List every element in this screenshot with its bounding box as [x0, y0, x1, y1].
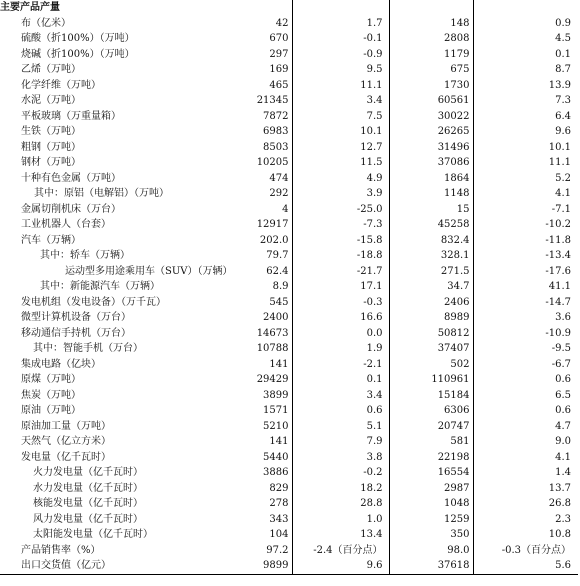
- cumulative-growth-cell: -6.7: [551, 358, 571, 370]
- value-cell: 8503: [237, 140, 292, 156]
- cumulative-value-cell: 1730: [389, 78, 473, 94]
- table-row: [0, 140, 578, 156]
- cumulative-growth-cell: 6.5: [555, 389, 571, 401]
- cumulative-value-cell: 20747: [389, 419, 473, 435]
- cumulative-growth-cell: 4.5: [555, 33, 571, 44]
- cumulative-value-cell: 22198: [389, 450, 473, 466]
- product-name-cell: 工业机器人（台套）: [21, 219, 111, 230]
- cumulative-growth-cell: 13.7: [548, 482, 571, 494]
- value-cell: 21345: [237, 93, 292, 109]
- growth-cell: -25.0: [292, 202, 389, 218]
- product-name-cell: 布（亿米）: [21, 17, 71, 29]
- product-name-cell: 粗钢（万吨）: [21, 141, 81, 153]
- table-row: [0, 264, 578, 280]
- cumulative-growth-cell: 7.3: [555, 95, 571, 106]
- product-name-cell: 乙烯（万吨）: [21, 64, 81, 75]
- cumulative-value-cell: 60561: [389, 93, 473, 109]
- product-name-cell: 运动型多用途乘用车（SUV）（万辆）: [65, 265, 233, 277]
- cumulative-growth-cell: 4.7: [555, 420, 571, 432]
- growth-cell: -21.7: [292, 264, 389, 280]
- growth-cell: 13.4: [292, 527, 389, 543]
- table-row: [0, 16, 578, 32]
- product-name-cell: 焦炭（万吨）: [21, 389, 81, 401]
- section-title: 主要产品产量: [0, 2, 60, 13]
- cumulative-growth-cell: -10.2: [545, 219, 571, 230]
- table-row: [0, 279, 578, 295]
- value-cell: 141: [237, 357, 292, 373]
- value-cell: 278: [237, 496, 292, 512]
- cumulative-value-cell: 2406: [389, 295, 473, 311]
- value-cell: 12917: [237, 217, 292, 233]
- product-name-cell: 水力发电量（亿千瓦时）: [33, 482, 143, 494]
- cumulative-value-cell: 50812: [389, 326, 473, 342]
- table-row: [0, 109, 578, 125]
- cumulative-growth-cell: 8.7: [555, 64, 571, 75]
- growth-cell: 3.8: [292, 450, 389, 466]
- value-cell: 169: [237, 62, 292, 78]
- table-row: [0, 465, 578, 481]
- product-name-cell: 平板玻璃（万重量箱）: [21, 110, 121, 122]
- cumulative-growth-cell: 5.2: [555, 172, 571, 184]
- value-cell: 97.2: [237, 543, 292, 559]
- growth-cell: 5.1: [292, 419, 389, 435]
- cumulative-growth-cell: -0.3（百分点）: [501, 544, 571, 556]
- table-row: [0, 248, 578, 264]
- cumulative-growth-cell: -7.1: [551, 203, 571, 215]
- table-row: [0, 372, 578, 388]
- value-cell: 670: [237, 31, 292, 47]
- cumulative-value-cell: 37086: [389, 155, 473, 171]
- cumulative-growth-cell: -17.6: [545, 265, 571, 277]
- cumulative-value-cell: 37618: [389, 558, 473, 574]
- value-cell: 5210: [237, 419, 292, 435]
- cumulative-growth-cell: 0.1: [555, 48, 571, 60]
- growth-cell: 0.6: [292, 403, 389, 419]
- cumulative-value-cell: 1179: [389, 47, 473, 63]
- cumulative-growth-cell: 4.1: [555, 188, 571, 199]
- product-name-cell: 其中：新能源汽车（万辆）: [40, 281, 160, 292]
- growth-cell: 0.0: [292, 326, 389, 342]
- table-row: [0, 543, 578, 559]
- cumulative-value-cell: 2987: [389, 481, 473, 497]
- growth-cell: -2.1: [292, 357, 389, 373]
- value-cell: 545: [237, 295, 292, 311]
- table-row: [0, 31, 578, 47]
- table-row: [0, 47, 578, 63]
- cumulative-value-cell: 148: [389, 16, 473, 32]
- value-cell: 2400: [237, 310, 292, 326]
- cumulative-growth-cell: -11.8: [545, 234, 571, 246]
- value-cell: 141: [237, 434, 292, 450]
- growth-cell: 3.9: [292, 186, 389, 202]
- growth-cell: -18.8: [292, 248, 389, 264]
- table-row: [0, 512, 578, 528]
- cumulative-growth-cell: -13.4: [545, 250, 571, 261]
- product-name-cell: 移动通信手持机（万台）: [21, 327, 131, 339]
- cumulative-growth-cell: 0.6: [555, 405, 571, 416]
- value-cell: 202.0: [237, 233, 292, 249]
- table-row: [0, 202, 578, 218]
- cumulative-growth-cell: 10.8: [548, 529, 571, 540]
- table-row: [0, 481, 578, 497]
- product-name-cell: 产品销售率（%）: [21, 544, 101, 556]
- product-name-cell: 硫酸（折100%）（万吨）: [21, 33, 135, 44]
- cumulative-growth-cell: 2.3: [555, 513, 571, 525]
- product-name-cell: 其中：原铝（电解铝）（万吨）: [34, 188, 169, 199]
- value-cell: 292: [237, 186, 292, 202]
- cumulative-value-cell: 675: [389, 62, 473, 78]
- cumulative-growth-cell: 13.9: [548, 79, 571, 91]
- value-cell: 1571: [237, 403, 292, 419]
- growth-cell: 11.5: [292, 155, 389, 171]
- cumulative-growth-cell: 6.4: [555, 110, 571, 122]
- growth-cell: 4.9: [292, 171, 389, 187]
- product-name-cell: 原油（万吨）: [21, 405, 81, 416]
- cumulative-growth-cell: 9.0: [555, 436, 571, 447]
- cumulative-growth-cell: 4.1: [555, 451, 571, 463]
- value-cell: 297: [237, 47, 292, 63]
- product-name-cell: 化学纤维（万吨）: [21, 79, 101, 91]
- cumulative-value-cell: 37407: [389, 341, 473, 357]
- value-cell: 3886: [237, 465, 292, 481]
- product-name-cell: 天然气（亿立方米）: [21, 436, 111, 447]
- cumulative-growth-cell: -10.9: [545, 327, 571, 339]
- table-row: [0, 78, 578, 94]
- table-row: [0, 171, 578, 187]
- product-name-cell: 其中：轿车（万辆）: [40, 250, 130, 261]
- value-cell: 8.9: [237, 279, 292, 295]
- table-row: [0, 388, 578, 404]
- cumulative-value-cell: 1259: [389, 512, 473, 528]
- table-row: [0, 341, 578, 357]
- product-name-cell: 风力发电量（亿千瓦时）: [33, 513, 143, 525]
- table-row: [0, 496, 578, 512]
- product-name-cell: 核能发电量（亿千瓦时）: [33, 498, 143, 509]
- cumulative-value-cell: 30022: [389, 109, 473, 125]
- table-row: [0, 233, 578, 249]
- growth-cell: 16.6: [292, 310, 389, 326]
- cumulative-value-cell: 31496: [389, 140, 473, 156]
- table-row: [0, 403, 578, 419]
- cumulative-value-cell: 45258: [389, 217, 473, 233]
- growth-cell: -7.3: [292, 217, 389, 233]
- cumulative-growth-cell: 26.8: [548, 498, 571, 509]
- product-name-cell: 发电机组（发电设备）（万千瓦）: [21, 296, 166, 308]
- product-name-cell: 金属切削机床（万台）: [21, 203, 121, 215]
- cumulative-value-cell: 1148: [389, 186, 473, 202]
- table-row: [0, 357, 578, 373]
- product-name-cell: 钢材（万吨）: [21, 157, 81, 168]
- cumulative-value-cell: 26265: [389, 124, 473, 140]
- table-row: [0, 434, 578, 450]
- cumulative-value-cell: 1048: [389, 496, 473, 512]
- table-row: [0, 217, 578, 233]
- cumulative-value-cell: 110961: [389, 372, 473, 388]
- growth-cell: 11.1: [292, 78, 389, 94]
- product-name-cell: 十种有色金属（万吨）: [21, 172, 121, 184]
- value-cell: 9899: [237, 558, 292, 574]
- table-row: [0, 326, 578, 342]
- value-cell: 29429: [237, 372, 292, 388]
- growth-cell: 17.1: [292, 279, 389, 295]
- cumulative-growth-cell: -14.7: [545, 296, 571, 308]
- product-name-cell: 汽车（万辆）: [21, 234, 81, 246]
- growth-cell: 9.5: [292, 62, 389, 78]
- value-cell: 465: [237, 78, 292, 94]
- growth-cell: 7.5: [292, 109, 389, 125]
- cumulative-growth-cell: 41.1: [548, 281, 571, 292]
- growth-cell: 9.6: [292, 558, 389, 574]
- cumulative-value-cell: 15: [389, 202, 473, 218]
- cumulative-value-cell: 6306: [389, 403, 473, 419]
- value-cell: 6983: [237, 124, 292, 140]
- growth-cell: 7.9: [292, 434, 389, 450]
- value-cell: 104: [237, 527, 292, 543]
- section-header-row: [0, 0, 578, 16]
- value-cell: 829: [237, 481, 292, 497]
- value-cell: 79.7: [237, 248, 292, 264]
- table-row: [0, 155, 578, 171]
- growth-cell: 10.1: [292, 124, 389, 140]
- growth-cell: -0.2: [292, 465, 389, 481]
- value-cell: 14673: [237, 326, 292, 342]
- cumulative-value-cell: 328.1: [389, 248, 473, 264]
- table-row: [0, 93, 578, 109]
- product-name-cell: 其中：智能手机（万台）: [33, 343, 143, 354]
- product-name-cell: 火力发电量（亿千瓦时）: [33, 467, 143, 478]
- growth-cell: 18.2: [292, 481, 389, 497]
- cumulative-growth-cell: -9.5: [551, 343, 571, 354]
- value-cell: 62.4: [237, 264, 292, 280]
- table-row: [0, 186, 578, 202]
- product-name-cell: 集成电路（亿块）: [21, 358, 101, 370]
- product-name-cell: 发电量（亿千瓦时）: [21, 451, 111, 463]
- growth-cell: 28.8: [292, 496, 389, 512]
- product-name-cell: 水泥（万吨）: [21, 95, 81, 106]
- cumulative-value-cell: 8989: [389, 310, 473, 326]
- table-row: [0, 62, 578, 78]
- value-cell: 4: [237, 202, 292, 218]
- product-name-cell: 烧碱（折100%）（万吨）: [21, 48, 135, 60]
- product-name-cell: 微型计算机设备（万台）: [21, 312, 131, 323]
- product-name-cell: 生铁（万吨）: [21, 126, 81, 137]
- cumulative-growth-cell: 11.1: [548, 157, 571, 168]
- table-row: [0, 310, 578, 326]
- table-row: [0, 419, 578, 435]
- product-name-cell: 原油加工量（万吨）: [21, 420, 111, 432]
- cumulative-growth-cell: 3.6: [555, 312, 571, 323]
- cumulative-value-cell: 2808: [389, 31, 473, 47]
- cumulative-value-cell: 350: [389, 527, 473, 543]
- cumulative-value-cell: 502: [389, 357, 473, 373]
- growth-cell: -0.1: [292, 31, 389, 47]
- growth-cell: -2.4（百分点）: [292, 543, 389, 559]
- growth-cell: 3.4: [292, 388, 389, 404]
- product-name-cell: 原煤（万吨）: [21, 374, 81, 385]
- cumulative-growth-cell: 10.1: [548, 141, 571, 153]
- value-cell: 3899: [237, 388, 292, 404]
- cumulative-growth-cell: 1.4: [555, 467, 571, 478]
- table-row: [0, 295, 578, 311]
- cumulative-value-cell: 16554: [389, 465, 473, 481]
- value-cell: 343: [237, 512, 292, 528]
- growth-cell: -0.3: [292, 295, 389, 311]
- table-row: [0, 558, 578, 574]
- growth-cell: 1.9: [292, 341, 389, 357]
- cumulative-growth-cell: 0.9: [555, 17, 571, 29]
- cumulative-value-cell: 34.7: [389, 279, 473, 295]
- cumulative-growth-cell: 0.6: [555, 374, 571, 385]
- cumulative-value-cell: 832.4: [389, 233, 473, 249]
- value-cell: 5440: [237, 450, 292, 466]
- growth-cell: 0.1: [292, 372, 389, 388]
- growth-cell: 1.0: [292, 512, 389, 528]
- table-row: [0, 450, 578, 466]
- cumulative-growth-cell: 5.6: [473, 558, 578, 574]
- growth-cell: 3.4: [292, 93, 389, 109]
- growth-cell: 12.7: [292, 140, 389, 156]
- cumulative-value-cell: 98.0: [389, 543, 473, 559]
- product-name-cell: 出口交货值（亿元）: [0, 558, 237, 574]
- cumulative-value-cell: 271.5: [389, 264, 473, 280]
- value-cell: 10788: [237, 341, 292, 357]
- cumulative-value-cell: 15184: [389, 388, 473, 404]
- growth-cell: -0.9: [292, 47, 389, 63]
- value-cell: 7872: [237, 109, 292, 125]
- value-cell: 10205: [237, 155, 292, 171]
- cumulative-value-cell: 1864: [389, 171, 473, 187]
- value-cell: 474: [237, 171, 292, 187]
- growth-cell: 1.7: [292, 16, 389, 32]
- table-row: [0, 124, 578, 140]
- cumulative-value-cell: 581: [389, 434, 473, 450]
- table-row: [0, 527, 578, 543]
- value-cell: 42: [237, 16, 292, 32]
- cumulative-growth-cell: 9.6: [555, 126, 571, 137]
- product-name-cell: 太阳能发电量（亿千瓦时）: [33, 529, 153, 540]
- growth-cell: -15.8: [292, 233, 389, 249]
